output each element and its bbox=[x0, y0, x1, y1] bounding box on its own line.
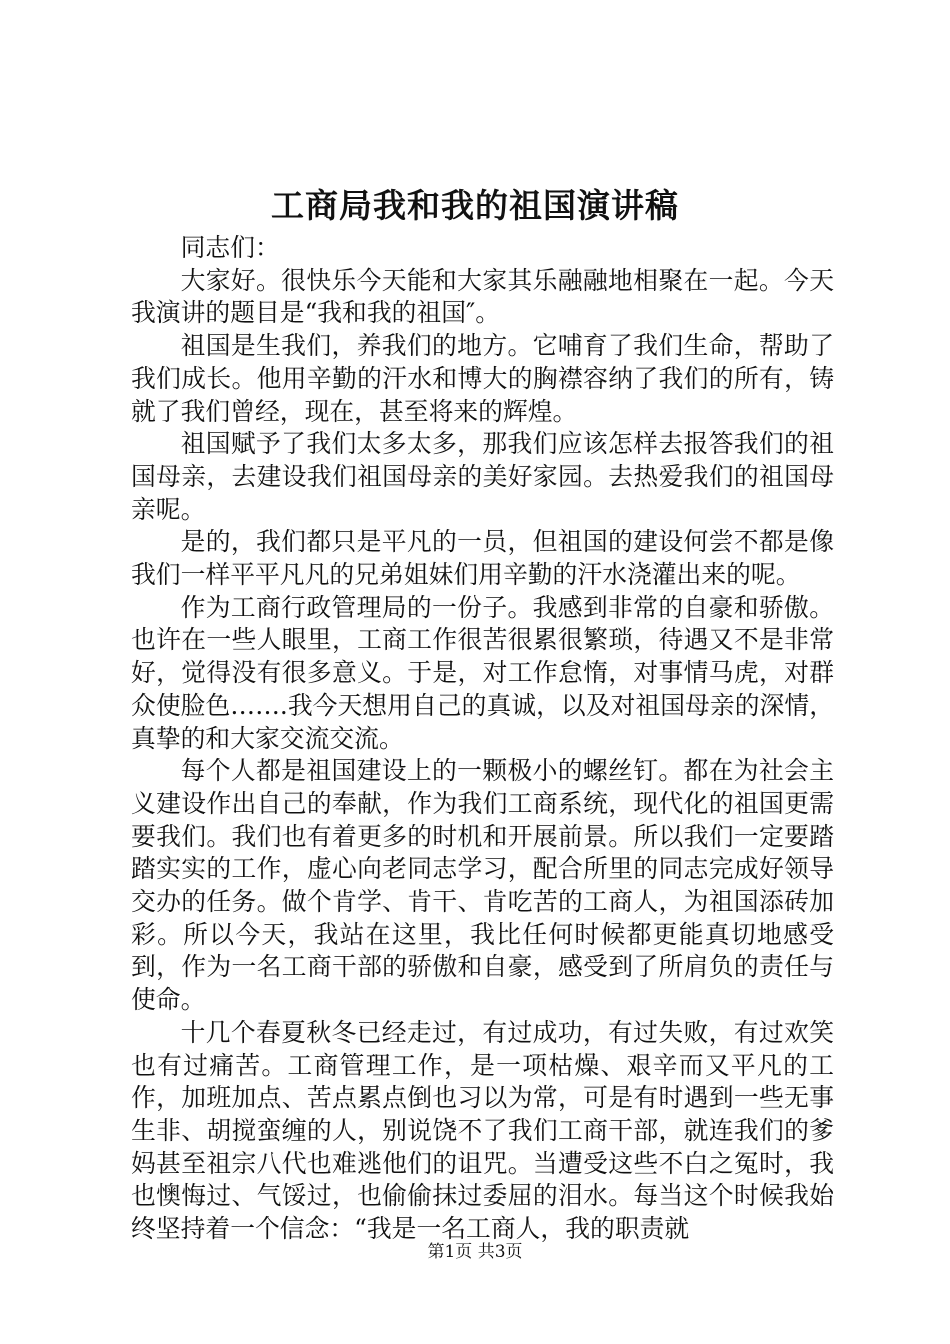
document-body bbox=[131, 232, 834, 1246]
paragraph: 祖国赋予了我们太多太多，那我们应该怎样去报答我们的祖国母亲，去建设我们祖国母亲的美好家园。去热爱我们的祖国母亲呢。 bbox=[131, 429, 834, 524]
paragraph: 十几个春夏秋冬已经走过，有过成功，有过失败，有过欢笑也有过痛苦。工商管理工作，是一项枯燥、艰辛而又平凡的工作，加班加点、苦点累点倒也习以为常，可是有时遇到一些无事生非、胡搅蛮缠的人，别说饶不了我们工商干部，就连我们的爹妈甚至祖宗八代也难逃他们的诅咒。当遭受这些不白之冤时，我也懊悔过、气馁过，也偷偷抹过委屈的泪水。每当这个时候我始终坚持着一个信念：“我是一名工商人，我的职责就 bbox=[131, 1017, 834, 1244]
paragraph: 每个人都是祖国建设上的一颗极小的螺丝钉。都在为社会主义建设作出自己的奉献，作为我们工商系统，现代化的祖国更需要我们。我们也有着更多的时机和开展前景。所以我们一定要踏踏实实的工作，虚心向老同志学习，配合所里的同志完成好领导交办的任务。做个肯学、肯干、肯吃苦的工商人，为祖国添砖加彩。所以今天，我站在这里，我比任何时候都更能真切地感受到，作为一名工商干部的骄傲和自豪，感受到了所肩负的责任与使命。 bbox=[131, 756, 834, 1015]
paragraph: 同志们： bbox=[180, 233, 280, 262]
paragraph: 大家好。很快乐今天能和大家其乐融融地相聚在一起。今天我演讲的题目是“我和我的祖国″。 bbox=[131, 265, 834, 328]
paragraph: 作为工商行政管理局的一份子。我感到非常的自豪和骄傲。也许在一些人眼里，工商工作很苦很累很繁琐，待遇又不是非常好，觉得没有很多意义。于是，对工作怠惰，对事情马虎，对群众使脸色…….我今天想用自己的真诚，以及对祖国母亲的深情，真挚的和大家交流交流。 bbox=[131, 592, 834, 753]
paragraph: 是的，我们都只是平凡的一员，但祖国的建设何尝不都是像我们一样平平凡凡的兄弟姐妹们用辛勤的汗水浇灌出来的呢。 bbox=[131, 527, 834, 590]
document-title: 工商局我和我的祖国演讲稿 bbox=[271, 186, 679, 225]
paragraph: 祖国是生我们，养我们的地方。它哺育了我们生命，帮助了我们成长。他用辛勤的汗水和博大的胸襟容纳了我们的所有，铸就了我们曾经，现在，甚至将来的辉煌。 bbox=[131, 331, 834, 426]
page-number-footer: 第1页 共3页 bbox=[427, 1242, 523, 1262]
